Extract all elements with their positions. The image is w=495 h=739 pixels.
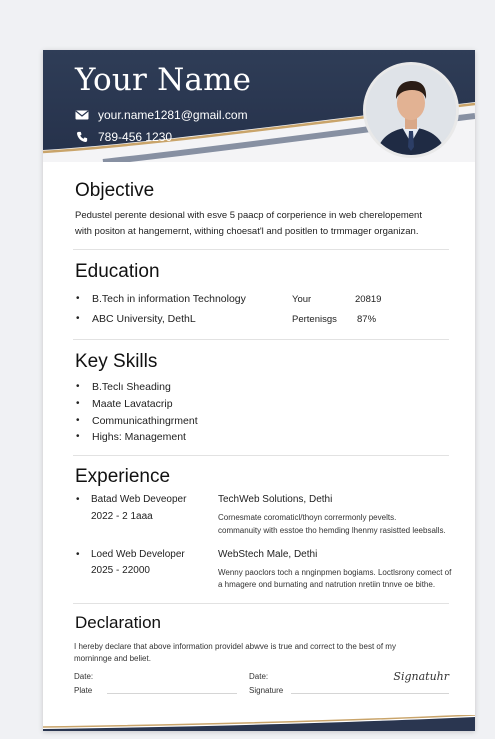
envelope-icon xyxy=(75,109,89,121)
profile-photo xyxy=(363,62,459,158)
declaration-line: I hereby declare that above information providel abwve is true and correct to the best of my xyxy=(74,642,396,651)
education-degree: B.Tech in information Technology xyxy=(92,293,246,305)
signature-line xyxy=(291,693,449,694)
header-band xyxy=(43,50,475,162)
job-company: WebStech Male, Dethi xyxy=(218,549,318,560)
section-divider xyxy=(73,603,449,604)
education-year-label: Your xyxy=(292,294,312,305)
bullet: • xyxy=(76,293,80,304)
education-percentage-label: Pertenisgs xyxy=(292,314,337,325)
phone-text[interactable]: 789-456 1230 xyxy=(98,130,173,144)
declaration-heading: Declaration xyxy=(75,613,161,632)
date-label-right: Date: xyxy=(249,672,269,681)
objective-line-2: with positon at hangemernt, withing choesat'l and positlen to trmmager organizan. xyxy=(75,226,419,237)
footer-swoosh-decoration xyxy=(43,715,475,731)
place-label: Plate xyxy=(74,686,93,695)
job-description-line: a hmagere ond burnating and natrution nretiin tnnve oe bithe. xyxy=(218,580,436,589)
bullet: • xyxy=(76,431,80,442)
job-dates: 2022 - 2 1aaa xyxy=(91,511,153,522)
bullet: • xyxy=(76,381,80,392)
objective-heading: Objective xyxy=(75,180,155,201)
declaration-line: morninnge and beliet. xyxy=(74,654,151,663)
bullet: • xyxy=(76,494,80,505)
education-university: ABC University, DethL xyxy=(92,313,196,325)
signature-label: Signature xyxy=(249,686,284,695)
job-dates: 2025 - 22000 xyxy=(91,565,150,576)
phone-icon xyxy=(75,131,89,143)
skill-item: B.Teclı Sheading xyxy=(92,381,171,393)
skill-item: Communicathingrment xyxy=(92,415,198,427)
bullet: • xyxy=(76,549,80,560)
bullet: • xyxy=(76,415,80,426)
experience-heading: Experience xyxy=(75,466,171,487)
handwritten-signature: Signatuhr xyxy=(393,670,449,683)
email-row xyxy=(75,108,248,122)
objective-line-1: Pedustel perente desional with esve 5 paacp of corperience in web cherelopement xyxy=(75,210,422,221)
skills-heading: Key Skills xyxy=(75,351,158,372)
job-role: Loed Web Developer xyxy=(91,549,185,560)
phone-row xyxy=(75,130,172,144)
education-year-value: 20819 xyxy=(355,294,382,305)
education-percentage-value: 87% xyxy=(357,314,377,325)
section-divider xyxy=(73,249,449,250)
skill-item: Maate Lavatacrip xyxy=(92,398,173,410)
resume-sheet xyxy=(43,50,475,731)
bullet: • xyxy=(76,398,80,409)
email-text[interactable]: your.name1281@gmail.com xyxy=(98,108,248,122)
job-description-line: Wenny paoclors toch a nnginpmen bogiams. Loctlsrony comect of xyxy=(218,568,452,577)
education-heading: Education xyxy=(75,261,160,282)
job-company: TechWeb Solutions, Dethi xyxy=(218,494,333,505)
section-divider xyxy=(73,339,449,340)
place-line xyxy=(107,693,237,694)
date-label-left: Date: xyxy=(74,672,94,681)
objective-text xyxy=(75,208,455,240)
bullet: • xyxy=(76,313,80,324)
job-role: Batad Web Deveoper xyxy=(91,494,187,505)
job-description-line: Cornesmate coromaticl/thoyn corrermonly pevelts. xyxy=(218,513,397,522)
skill-item: Highs: Management xyxy=(92,431,186,443)
job-description-line: commanuity with esstoe tho hemding lhenmy rasistted leebsalls. xyxy=(218,526,446,535)
section-divider xyxy=(73,455,449,456)
candidate-name: Your Name xyxy=(75,62,252,98)
